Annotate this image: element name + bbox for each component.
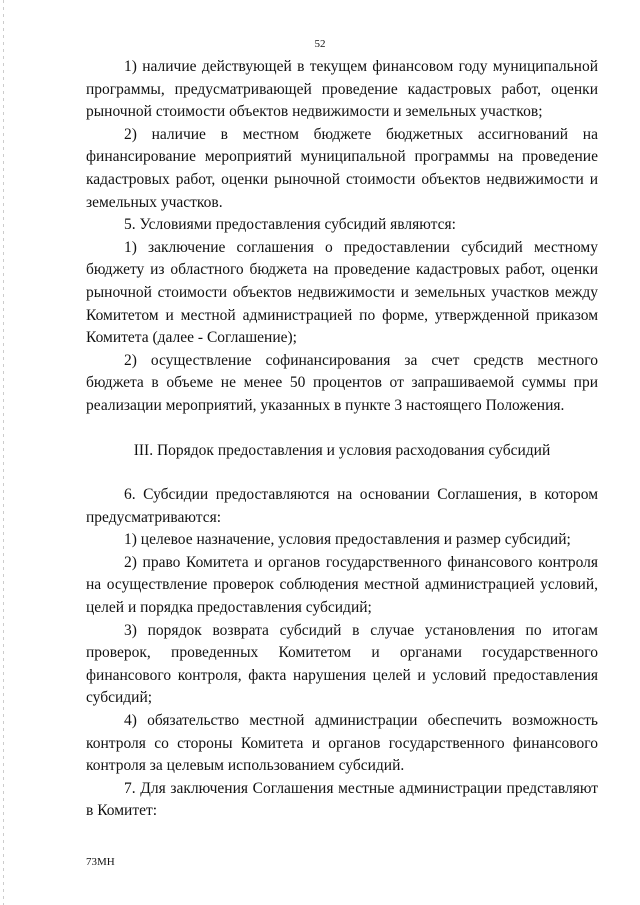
paragraph-agreement-item-2: 2) право Комитета и органов государственного финансового контроля на осуществление проверок соблюдения местной администрацией условий, целей и порядка предоставления субсидий; [86, 553, 598, 617]
footer-document-code: 73МН [86, 856, 115, 868]
scan-edge-artifact [3, 0, 4, 905]
paragraph-subsidy-condition-2: 2) осуществление софинансирования за счет средств местного бюджета в объеме не менее 50 процентов от запрашиваемой суммы при реализации мероприятий, указанных в пункте 3 настоящего Положения. [86, 351, 598, 414]
paragraph-agreement-item-3: 3) порядок возврата субсидий в случае установления по итогам проверок, проведенных Комитетом и органами государственного финансового контроля, факта нарушения целей и условий предоставления субсидий; [86, 621, 598, 707]
paragraph-section-7: 7. Для заключения Соглашения местные администрации представляют в Комитет: [86, 779, 598, 820]
paragraph-section-5: 5. Условиями предоставления субсидий являются: [124, 216, 456, 234]
document-body [86, 56, 598, 823]
section-heading-iii: III. Порядок предоставления и условия расходования субсидий [133, 441, 551, 459]
page-number: 52 [314, 38, 326, 50]
paragraph-condition-2: 2) наличие в местном бюджете бюджетных ассигнований на финансирование мероприятий муниципальной программы на проведение кадастровых работ, оценки рыночной стоимости объектов недвижимости и земельных участков. [86, 125, 598, 211]
paragraph-agreement-item-4: 4) обязательство местной администрации обеспечить возможность контроля со стороны Комитета и органов государственного финансового контроля за целевым использованием субсидий. [86, 712, 598, 775]
paragraph-subsidy-condition-1: 1) заключение соглашения о предоставлении субсидий местному бюджету из областного бюджета на проведение кадастровых работ, оценки рыночной стоимости объектов недвижимости и земельных участков между Комитетом и местной администрацией по форме, утвержденной приказом Комитета (далее - Соглашение); [86, 238, 598, 347]
paragraph-section-6: 6. Субсидии предоставляются на основании Соглашения, в котором предусматриваются: [86, 486, 598, 526]
paragraph-agreement-item-1: 1) целевое назначение, условия предоставления и размер субсидий; [124, 531, 571, 549]
paragraph-condition-1: 1) наличие действующей в текущем финансовом году муниципальной программы, предусматривающей проведение кадастровых работ, оценки рыночной стоимости объектов недвижимости и земельных участков; [86, 58, 598, 121]
